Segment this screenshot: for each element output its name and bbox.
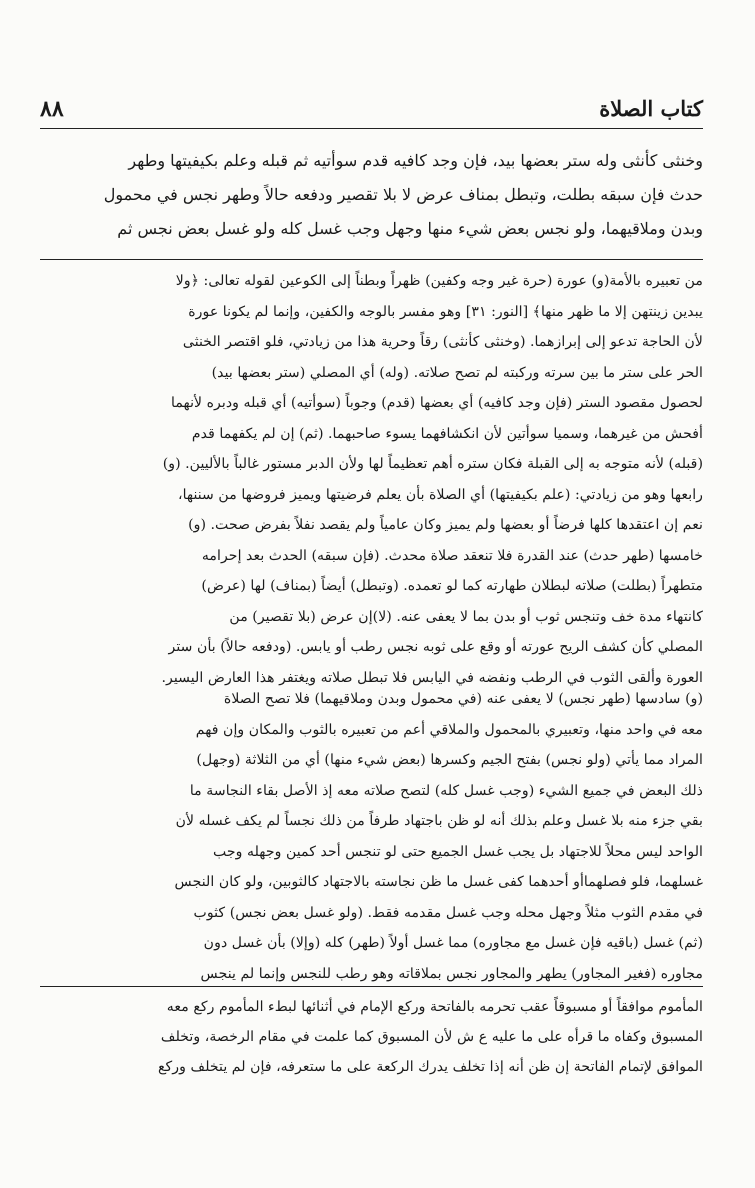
matn-text xyxy=(40,144,703,246)
sharh-line: (ثم) غسل (باقيه فإن غسل مع مجاوره) مما غسل أولاً (طهر) كله (وإلا) بأن غسل دون xyxy=(203,935,703,951)
sharh-text xyxy=(40,266,703,693)
sharh-line: (و) سادسها (طهر نجس) لا يعفى عنه (في محمول وبدن وملاقيهما) فلا تصح الصلاة xyxy=(223,691,703,707)
sharh-line: معه في واحد منها، وتعبيري بالمحمول والملاقي أعم من تعبيره بالثوب والمكان وإن فهم xyxy=(195,721,703,738)
sharh-line: كانتهاء مدة خف وتنجس ثوب أو بدن بما لا يعفى عنه. (لا)إن عرض (بلا تقصير) من xyxy=(229,608,703,625)
sharh-line: الواحد ليس محلاً للاجتهاد بل يجب غسل الجميع حتى لو تنجس أحد كمين وجهله وجب xyxy=(212,843,703,860)
sharh-line: رابعها وهو من زيادتي: (علم بكيفيتها) أي الصلاة بأن يعلم فرضيتها ويميز فروضها من سننها، xyxy=(178,486,703,503)
sharh-line: أفحش من غيرهما، وسميا سوأتين لأن انكشافهما يسوء صاحبهما. (ثم) إن لم يكفهما قدم xyxy=(191,425,703,442)
page-header xyxy=(40,94,703,129)
hashiya-line: المأموم موافقاً أو مسبوقاً عقب تحرمه بالفاتحة وركع الإمام في أثنائها لبطء المأموم ركع معه xyxy=(166,999,703,1015)
sharh-line: لحصول مقصود الستر (فإن وجد كافيه) أي بعضها (قدم) وجوباً (سوأتيه) أي قبله ودبره لأنهما xyxy=(171,395,703,411)
footnote-separator xyxy=(40,986,703,987)
sharh-line: ذلك البعض في جميع الشيء (وجب غسل كله) لتصح صلاته معه إذ الأصل بقاء النجاسة ما xyxy=(189,782,703,799)
running-title: كتاب الصلاة xyxy=(599,96,703,121)
sharh-line: من تعبيره بالأمة(و) عورة (حرة غير وجه وكفين) ظهراً وبطناً إلى الكوعين لقوله تعالى: ﴿ولا xyxy=(175,273,703,289)
hashiya-text xyxy=(40,992,703,1082)
hashiya-line: المسبوق وكفاه ما قرأه على ما عليه ع ش لأن المسبوق كما علمت في مقام الرخصة، وتخلف xyxy=(160,1029,703,1045)
sharh-line: يبدين زينتهن إلا ما ظهر منها﴾ [النور: ٣١] وهو مفسر بالوجه والكفين، وإنما لم يكونا عورة xyxy=(188,303,703,320)
sharh-line: (قبله) لأنه متوجه به إلى القبلة فكان ستره أهم تعظيماً لها ولأن الدبر مستور غالباً بالأليين. (و) xyxy=(162,456,703,472)
sharh-text-continued xyxy=(40,684,703,989)
sharh-line: المصلي كأن كشف الريح عورته أو وقع على ثوبه نجس رطب أو يابس. (ودفعه حالاً) بأن ستر xyxy=(168,639,703,655)
hashiya-line: الموافق لإتمام الفاتحة إن ظن أنه إذا تخلف يدرك الركعة على ما ستعرفه، فإن لم يتخلف وركع xyxy=(158,1059,703,1075)
sharh-line: في مقدم الثوب مثلاً وجهل محله وجب غسل مقدمه فقط. (ولو غسل بعض نجس) كثوب xyxy=(193,904,703,921)
matn-line: وخنثى كأنثى وله ستر بعضها بيد، فإن وجد كافيه قدم سوأتيه ثم قبله وعلم بكيفيتها وطهر xyxy=(128,151,703,170)
matn-line: وبدن وملاقيهما، ولو نجس بعض شيء منها وجهل وجب غسل كله ولو غسل بعض نجس ثم xyxy=(117,219,703,238)
sharh-line: العورة وألقى الثوب في الرطب ونفضه في اليابس فلا تبطل صلاته ويغتفر هذا العارض اليسير. xyxy=(161,669,703,686)
sharh-line: نعم إن اعتقدها كلها فرضاً أو بعضها ولم يميز وكان عامياً ولم يقصد نفلاً بفرض صحت. (و) xyxy=(188,517,703,533)
sharh-line: المراد مما يأتي (ولو نجس) بفتح الجيم وكسرها (بعض شيء منها) أي من الثلاثة (وجهل) xyxy=(196,752,703,768)
sharh-line: الحر على ستر ما بين سرته وركبته لم تصح صلاته. (وله) أي المصلي (ستر بعضها بيد) xyxy=(211,364,703,381)
matn-line: حدث فإن سبقه بطلت، وتبطل بمناف عرض لا بلا تقصير ودفعه حالاً وطهر نجس في محمول xyxy=(103,185,703,204)
sharh-line: خامسها (طهر حدث) عند القدرة فلا تنعقد صلاة محدث. (فإن سبقه) الحدث بعد إحرامه xyxy=(201,547,703,564)
sharh-line: متطهراً (بطلت) صلاته لبطلان طهارته كما لو تعمده. (وتبطل) أيضاً (بمناف) لها (عرض) xyxy=(201,578,703,594)
sharh-line: لأن الحاجة تدعو إلى إبرازهما. (وخنثى كأنثى) رقاً وحرية هذا من زيادتي، فلو اقتصر الخنثى xyxy=(182,334,703,350)
sharh-line: مجاوره (فغير المجاور) يطهر والمجاور نجس بملاقاته وهو رطب للنجس وإنما لم ينجس xyxy=(200,965,703,982)
page-number: ٨٨ xyxy=(40,96,64,122)
sharh-line: غسلهما، فلو فصلهماأو أحدهما كفى غسل ما ظن نجاسته بالاجتهاد كالثوبين، ولو كان النجس xyxy=(174,874,703,890)
sharh-line: بقي جزء منه بلا غسل وعلم بذلك أنه لو ظن باجتهاد طرفاً من ذلك نجساً لم يكف غسله لأن xyxy=(175,813,703,829)
matn-separator xyxy=(40,259,703,260)
